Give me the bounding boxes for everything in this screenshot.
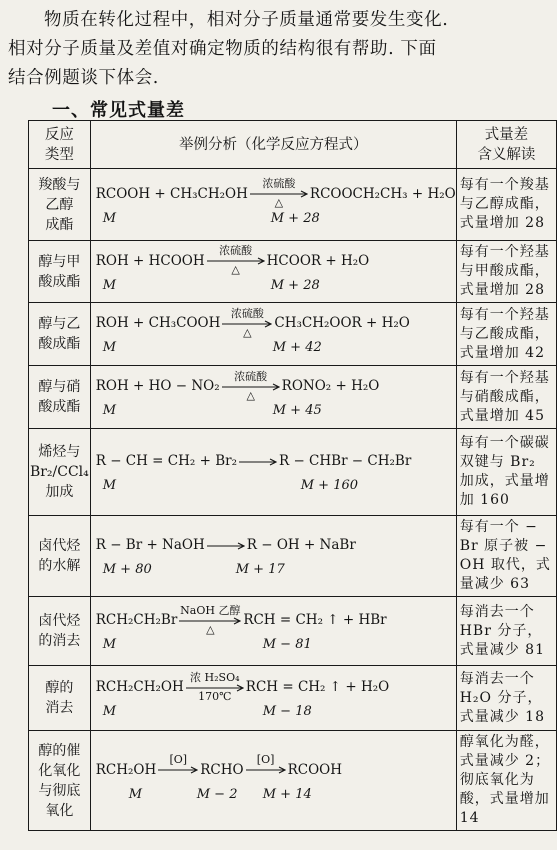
arrow-condition-top: 浓硫酸 bbox=[262, 177, 296, 190]
formula-weight-right: M + 28 bbox=[270, 277, 320, 293]
header-meaning-line-1: 式量差 bbox=[484, 126, 529, 143]
equation-products: RCOOH bbox=[287, 761, 343, 778]
meaning-cell: 每有一个羟基与甲酸成酯，式量增加 28 bbox=[456, 241, 556, 303]
header-meaning-line-2: 含义解读 bbox=[477, 146, 536, 163]
equation-cell bbox=[90, 366, 456, 429]
section-title: 一、常见式量差 bbox=[52, 100, 185, 121]
header-example: 举例分析（化学反应方程式） bbox=[90, 121, 456, 169]
equation-cell bbox=[90, 731, 456, 831]
reaction-type-cell bbox=[29, 241, 91, 303]
formula-weight-right: M − 81 bbox=[262, 637, 312, 652]
reaction-type-line: 的消去 bbox=[38, 633, 81, 649]
meaning-cell: 每消去一个 H₂O 分子，式量减少 18 bbox=[456, 666, 556, 731]
reaction-type-line: 醇与乙 bbox=[38, 316, 81, 332]
equation-products: RCH = CH₂ ↑ + HBr bbox=[243, 612, 387, 628]
reaction-type-line: 卤代烃 bbox=[38, 538, 81, 554]
formula-weight-table bbox=[28, 120, 557, 831]
formula-weight-left: M bbox=[128, 786, 143, 802]
equation-reactants: ROH + HO − NO₂ bbox=[95, 378, 220, 394]
equation-products: CH₃CH₂OOR + H₂O bbox=[274, 315, 410, 331]
intro-line-3: 结合例题谈下体会. bbox=[8, 68, 159, 88]
header-meaning bbox=[456, 121, 556, 169]
equation-line bbox=[91, 536, 456, 554]
formula-weight-left: M + 80 bbox=[102, 562, 152, 577]
reaction-arrow bbox=[222, 306, 272, 339]
reaction-type-cell bbox=[29, 169, 91, 241]
equation-cell bbox=[90, 429, 456, 516]
reaction-type-line: 酸成酯 bbox=[38, 336, 81, 352]
equation-reactants: R − Br + NaOH bbox=[95, 537, 205, 553]
meaning-cell: 醇氧化为醛，式量减少 2；彻底氧化为酸，式量增加 14 bbox=[456, 731, 556, 831]
arrow-icon bbox=[207, 542, 245, 550]
equation-cell bbox=[90, 516, 456, 597]
formula-weight-right: M + 28 bbox=[270, 210, 320, 226]
meaning-cell: 每有一个羟基与硝酸成酯，式量增加 45 bbox=[456, 366, 556, 429]
arrow-condition-bottom: △ bbox=[206, 622, 215, 636]
table-row bbox=[29, 366, 557, 429]
formula-weight-left: M bbox=[102, 403, 117, 418]
reaction-type-line: 醇的 bbox=[45, 680, 74, 696]
equation-reactants: R − CH = CH₂ + Br₂ bbox=[95, 453, 237, 469]
arrow-condition-bottom: △ bbox=[246, 388, 255, 402]
equation-line bbox=[91, 670, 456, 703]
header-type-line-2: 类型 bbox=[44, 146, 74, 163]
equation-reactants: RCH₂OH bbox=[95, 761, 157, 778]
reaction-type-cell bbox=[29, 366, 91, 429]
reaction-type-line: 加成 bbox=[45, 484, 74, 500]
reaction-type-line: 醇与硝 bbox=[38, 379, 81, 395]
table-row bbox=[29, 429, 557, 516]
reaction-arrow bbox=[239, 458, 277, 466]
reaction-arrow bbox=[207, 542, 245, 550]
reaction-arrow bbox=[246, 753, 286, 774]
reaction-type-line: 卤代烃 bbox=[38, 613, 81, 629]
formula-weight-line bbox=[91, 704, 456, 722]
equation-products: RONO₂ + H₂O bbox=[281, 378, 380, 394]
equation-cell bbox=[90, 241, 456, 303]
equation-products: RCOOCH₂CH₃ + H₂O bbox=[309, 185, 456, 202]
reaction-type-line: 酸成酯 bbox=[38, 399, 81, 415]
reaction-arrow bbox=[179, 603, 241, 636]
arrow-condition-bottom: 170℃ bbox=[198, 689, 232, 703]
arrow-condition-top: 浓 H₂SO₄ bbox=[190, 670, 240, 684]
table-header-row bbox=[29, 121, 557, 169]
reaction-type-line: 乙醇 bbox=[45, 196, 74, 213]
equation-reactants: ROH + HCOOH bbox=[95, 252, 205, 269]
formula-weight-left: M bbox=[102, 340, 117, 355]
formula-weight-middle: M − 2 bbox=[196, 786, 238, 802]
arrow-icon bbox=[239, 458, 277, 466]
equation-reactants: RCH₂CH₂OH bbox=[95, 679, 184, 695]
equation-line bbox=[91, 306, 456, 339]
intro-line-1: 物质在转化过程中，相对分子质量通常要发生变化. bbox=[44, 10, 449, 30]
reaction-type-cell bbox=[29, 597, 91, 666]
equation-line bbox=[91, 369, 456, 402]
equation-products: HCOOR + H₂O bbox=[266, 252, 370, 269]
formula-weight-line bbox=[91, 403, 456, 421]
arrow-condition-bottom: △ bbox=[274, 196, 284, 209]
formula-weight-left: M bbox=[102, 210, 117, 226]
meaning-cell: 每有一个碳碳双键与 Br₂ 加成，式量增加 160 bbox=[456, 429, 556, 516]
formula-weight-right: M + 14 bbox=[262, 786, 312, 802]
formula-weight-left: M bbox=[102, 478, 117, 493]
formula-weight-line bbox=[91, 562, 456, 580]
table-row bbox=[29, 169, 557, 241]
formula-weight-right: M + 160 bbox=[300, 478, 359, 493]
reaction-type-line: 烯烃与 bbox=[38, 444, 81, 460]
formula-weight-line bbox=[91, 787, 456, 805]
table-row bbox=[29, 516, 557, 597]
reaction-type-line: 的水解 bbox=[38, 558, 81, 574]
table-row bbox=[29, 597, 557, 666]
formula-weight-line bbox=[91, 637, 456, 655]
reaction-type-cell bbox=[29, 429, 91, 516]
formula-weight-line bbox=[91, 278, 456, 296]
reaction-arrow bbox=[250, 177, 308, 209]
table-row bbox=[29, 731, 557, 831]
equation-products: R − CHBr − CH₂Br bbox=[278, 453, 412, 469]
reaction-type-line: 醇与甲 bbox=[38, 253, 81, 270]
meaning-cell: 每有一个羟基与乙酸成酯，式量增加 42 bbox=[456, 303, 556, 366]
formula-weight-right: M + 17 bbox=[235, 562, 285, 577]
reaction-type-cell bbox=[29, 516, 91, 597]
formula-weight-left: M bbox=[102, 704, 117, 719]
reaction-type-line: 醇的催 bbox=[38, 742, 81, 759]
table-body bbox=[29, 169, 557, 831]
arrow-condition-top: [O] bbox=[169, 753, 188, 766]
reaction-type-cell bbox=[29, 666, 91, 731]
formula-weight-right: M + 42 bbox=[272, 340, 322, 355]
equation-line bbox=[91, 452, 456, 470]
equation-cell bbox=[90, 597, 456, 666]
reaction-type-line: 成酯 bbox=[45, 216, 74, 233]
table-row bbox=[29, 303, 557, 366]
reaction-arrow bbox=[222, 369, 280, 402]
equation-products: RCH = CH₂ ↑ + H₂O bbox=[245, 679, 390, 695]
formula-weight-right: M + 45 bbox=[272, 403, 322, 418]
equation-line bbox=[91, 177, 456, 209]
table-row bbox=[29, 666, 557, 731]
arrow-condition-bottom: △ bbox=[243, 325, 252, 339]
meaning-cell: 每消去一个 HBr 分子，式量减少 81 bbox=[456, 597, 556, 666]
reaction-type-line: 氧化 bbox=[45, 802, 74, 819]
formula-weight-left: M bbox=[102, 637, 117, 652]
reaction-type-cell bbox=[29, 731, 91, 831]
reaction-type-line: 消去 bbox=[45, 700, 74, 716]
reaction-arrow bbox=[186, 670, 244, 703]
reaction-type-line: 酸成酯 bbox=[38, 273, 81, 290]
formula-weight-line bbox=[91, 340, 456, 358]
reaction-arrow bbox=[158, 753, 198, 774]
arrow-condition-bottom: △ bbox=[231, 263, 240, 276]
formula-weight-line bbox=[91, 211, 456, 229]
formula-weight-right: M − 18 bbox=[262, 704, 312, 719]
equation-cell bbox=[90, 169, 456, 241]
arrow-condition-top: [O] bbox=[256, 753, 275, 766]
reaction-type-line: 化氧化 bbox=[38, 762, 81, 779]
meaning-cell: 每有一个 − Br 原子被 − OH 取代，式量减少 63 bbox=[456, 516, 556, 597]
equation-reactants: RCOOH + CH₃CH₂OH bbox=[95, 185, 248, 202]
header-reaction-type bbox=[29, 121, 91, 169]
equation-line bbox=[91, 753, 456, 779]
formula-weight-line bbox=[91, 478, 456, 496]
equation-cell bbox=[90, 666, 456, 731]
header-type-line-1: 反应 bbox=[44, 126, 74, 143]
equation-line bbox=[91, 244, 456, 276]
arrow-condition-top: NaOH 乙醇 bbox=[180, 603, 241, 617]
arrow-condition-top: 浓硫酸 bbox=[219, 244, 253, 257]
reaction-type-line: 与彻底 bbox=[38, 782, 81, 799]
reaction-type-line: Br₂/CCl₄ bbox=[29, 464, 89, 480]
intro-paragraph bbox=[8, 6, 548, 93]
formula-weight-left: M bbox=[102, 277, 117, 293]
arrow-condition-top: 浓硫酸 bbox=[230, 306, 264, 320]
arrow-condition-top: 浓硫酸 bbox=[234, 369, 268, 383]
reaction-type-line: 羧酸与 bbox=[38, 176, 81, 193]
intro-line-2: 相对分子质量及差值对确定物质的结构很有帮助. 下面 bbox=[8, 39, 437, 59]
equation-reactants: RCH₂CH₂Br bbox=[95, 612, 178, 628]
table-row bbox=[29, 241, 557, 303]
equation-cell bbox=[90, 303, 456, 366]
equation-products: R − OH + NaBr bbox=[246, 537, 356, 553]
equation-line bbox=[91, 603, 456, 636]
equation-intermediate: RCHO bbox=[200, 761, 244, 778]
reaction-arrow bbox=[207, 244, 265, 276]
meaning-cell: 每有一个羧基与乙醇成酯，式量增加 28 bbox=[456, 169, 556, 241]
equation-reactants: ROH + CH₃COOH bbox=[95, 315, 221, 331]
reaction-type-cell bbox=[29, 303, 91, 366]
